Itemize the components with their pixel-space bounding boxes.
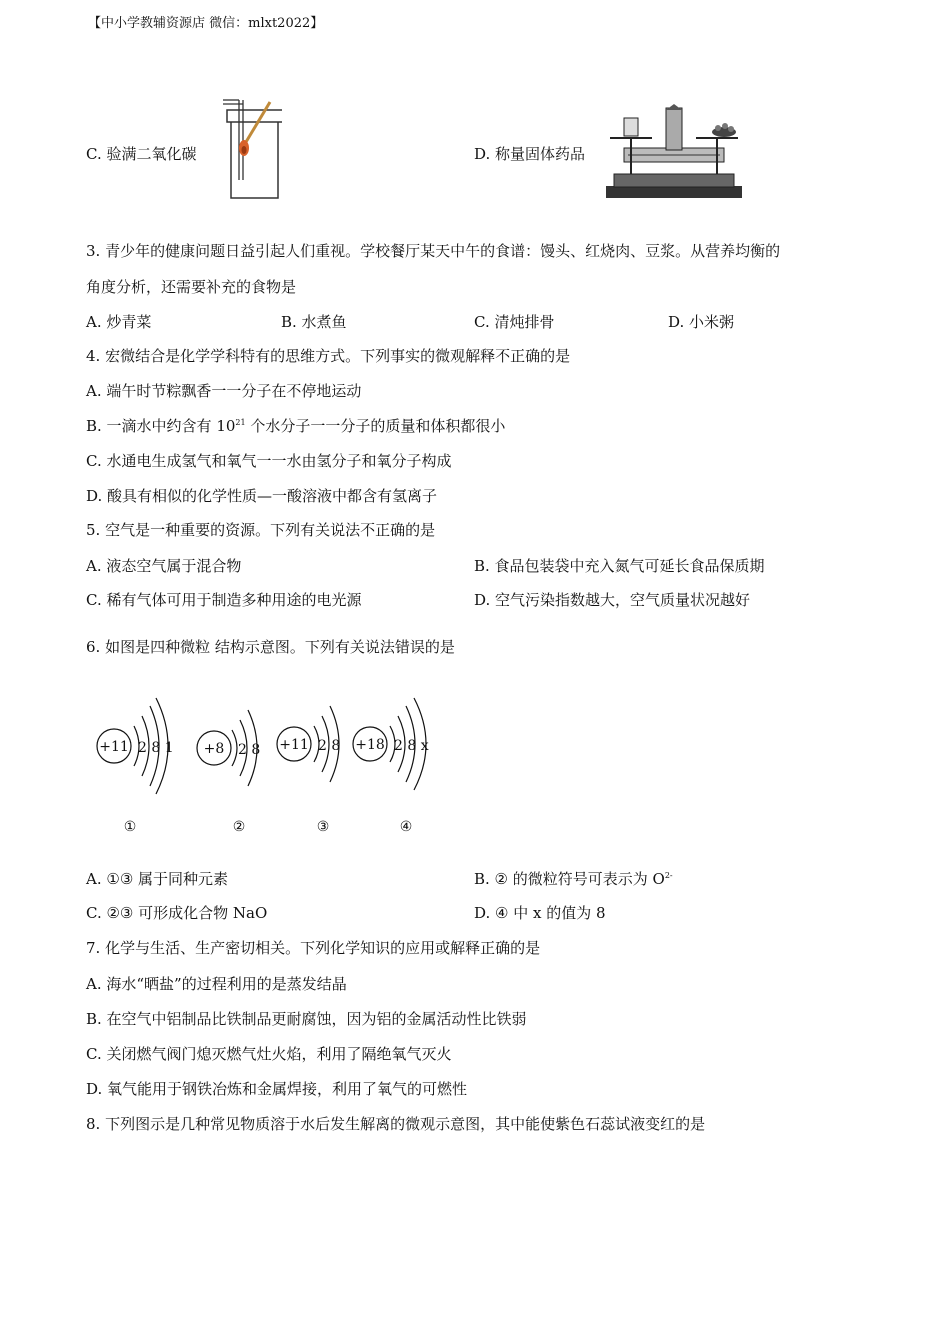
nucleus-label: +8 xyxy=(203,741,225,757)
exponent: 21 xyxy=(235,418,246,427)
q8-stem: 8. 下列图示是几种常见物质溶于水后发生解离的微观示意图，其中能使紫色石蕊试液变红的是 xyxy=(86,1115,706,1133)
q6-option-d: D. ④ 中 x 的值为 8 xyxy=(474,904,606,922)
nucleus-label: +18 xyxy=(355,737,385,753)
q6-stem: 6. 如图是四种微粒 结构示意图。下列有关说法错误的是 xyxy=(86,638,455,656)
q7-option-a: A. 海水“晒盐”的过程利用的是蒸发结晶 xyxy=(86,975,347,993)
q4-option-d: D. 酸具有相似的化学性质—一酸溶液中都含有氢离子 xyxy=(86,487,438,505)
q5-option-a: A. 液态空气属于混合物 xyxy=(86,557,242,575)
q4-option-a: A. 端午时节粽飘香一一分子在不停地运动 xyxy=(86,382,362,400)
electron-count-label: 2 8 x xyxy=(394,738,429,754)
q4-option-b xyxy=(86,416,505,436)
q4-option-b-text-rest: 个水分子一一分子的质量和体积都很小 xyxy=(245,417,506,435)
q4-stem: 4. 宏微结合是化学学科特有的思维方式。下列事实的微观解释不正确的是 xyxy=(86,347,571,365)
q2-option-c: C. 验满二氧化碳 xyxy=(86,145,197,163)
nucleus-label: +11 xyxy=(279,737,309,753)
q6-option-c: C. ②③ 可形成化合物 NaO xyxy=(86,904,268,922)
q5-option-b: B. 食品包装袋中充入氮气可延长食品保质期 xyxy=(474,557,765,575)
electron-count-label: 2 8 xyxy=(318,738,341,754)
electron-count-label: 2 8 1 xyxy=(138,740,174,756)
q3-option-b: B. 水煮鱼 xyxy=(281,313,347,331)
q7-option-b: B. 在空气中铝制品比铁制品更耐腐蚀，因为铝的金属活动性比铁弱 xyxy=(86,1010,527,1028)
co2-bottle-illustration xyxy=(218,98,282,202)
q3-option-d: D. 小米粥 xyxy=(668,313,735,331)
diagram-label: ② xyxy=(232,819,246,835)
q6-option-b-text: B. ② 的微粒符号可表示为 O xyxy=(474,870,665,888)
q7-stem: 7. 化学与生活、生产密切相关。下列化学知识的应用或解释正确的是 xyxy=(86,939,541,957)
q5-option-d: D. 空气污染指数越大，空气质量状况越好 xyxy=(474,591,751,609)
q5-stem: 5. 空气是一种重要的资源。下列有关说法不正确的是 xyxy=(86,521,436,539)
q3-option-a: A. 炒青菜 xyxy=(86,313,152,331)
q7-option-c: C. 关闭燃气阀门熄灭燃气灶火焰，利用了隔绝氧气灭火 xyxy=(86,1045,452,1063)
q5-option-c: C. 稀有气体可用于制造多种用途的电光源 xyxy=(86,591,362,609)
q6-option-a: A. ①③ 属于同种元素 xyxy=(86,870,229,888)
q3-stem-line2: 角度分析，还需要补充的食物是 xyxy=(86,278,297,296)
charge-superscript: 2- xyxy=(664,871,673,880)
diagram-label: ④ xyxy=(399,819,413,835)
page-header: 【中小学教辅资源店 微信：mlxt2022】 xyxy=(88,16,324,31)
diagram-label: ① xyxy=(123,819,137,835)
balance-scale-illustration xyxy=(604,104,744,200)
q3-option-c: C. 清炖排骨 xyxy=(474,313,555,331)
q3-stem-line1: 3. 青少年的健康问题日益引起人们重视。学校餐厅某天中午的食谱：馒头、红烧肉、豆浆。从营养均衡的 xyxy=(86,242,781,260)
q2-option-d: D. 称量固体药品 xyxy=(474,145,586,163)
q7-option-d: D. 氧气能用于钢铁冶炼和金属焊接，利用了氧气的可燃性 xyxy=(86,1080,468,1098)
electron-count-label: 2 8 xyxy=(238,742,261,758)
atomic-structure-diagram xyxy=(90,680,450,840)
diagram-label: ③ xyxy=(316,819,330,835)
q6-option-b xyxy=(474,869,673,889)
q4-option-b-text: B. 一滴水中约含有 10 xyxy=(86,417,236,435)
q4-option-c: C. 水通电生成氢气和氧气一一水由氢分子和氧分子构成 xyxy=(86,452,452,470)
nucleus-label: +11 xyxy=(99,739,129,755)
